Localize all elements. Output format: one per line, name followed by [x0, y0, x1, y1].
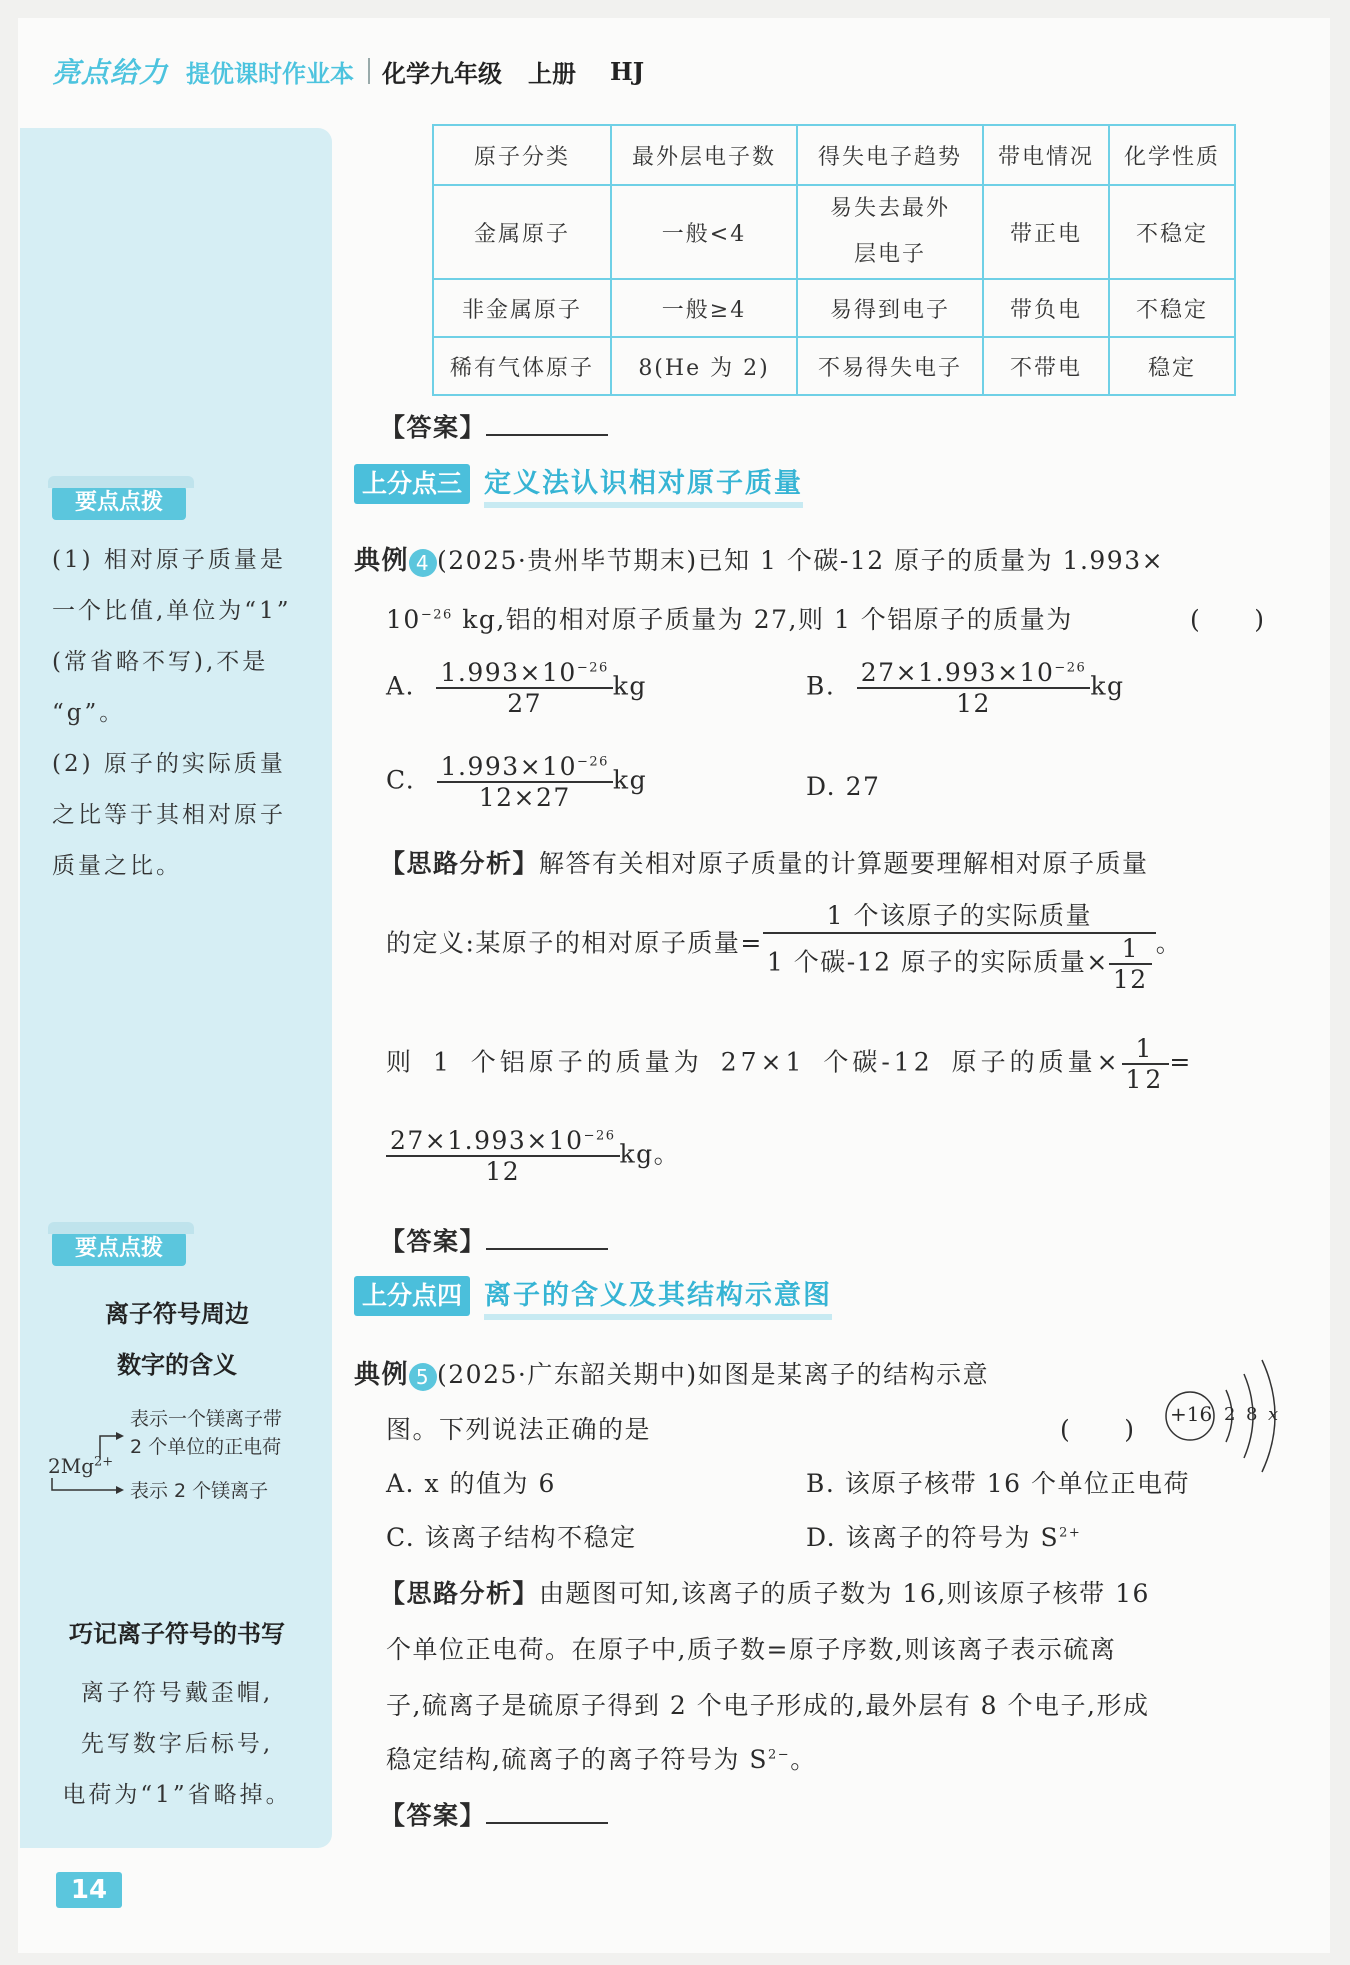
answer-3: [380, 1796, 608, 1832]
table-cell: 易得到电子: [797, 279, 983, 337]
table-cell: 带正电: [983, 185, 1109, 279]
one-twelfth: [1122, 1034, 1170, 1094]
tip1-line: (常省略不写),不是: [52, 649, 269, 675]
arrow-lines: [44, 1396, 134, 1506]
example4-analysis-4: [386, 1126, 680, 1186]
example5-line1: [354, 1354, 989, 1391]
example-number: 4: [409, 549, 437, 577]
table-cell: 稳定: [1109, 337, 1235, 395]
numerator-text: 1.993×10: [440, 658, 577, 687]
tip2-title-2: 数字的含义: [117, 1351, 237, 1379]
tip1-text: [52, 535, 324, 892]
tip-tag-1: 要点点拨: [52, 486, 186, 520]
table-cell: 易失去最外层电子: [797, 185, 983, 279]
option-A-unit: kg: [612, 671, 647, 701]
ex5-option-B[interactable]: B. 该原子核带 16 个单位正电荷: [806, 1469, 1190, 1498]
table-cell: 非金属原子: [433, 279, 611, 337]
option-B-label: B.: [806, 671, 836, 701]
table-cell: 一般≥4: [611, 279, 797, 337]
example5-line2: 图。下列说法正确的是: [386, 1415, 652, 1444]
table-header-cell: 最外层电子数: [611, 125, 797, 185]
memo-text: [22, 1668, 332, 1821]
analysis-text: 则 1 个铝原子的质量为 27×1 个碳-12 原子的质量×: [386, 1047, 1122, 1077]
page-header: [52, 46, 644, 96]
fraction-numerator: 1 个该原子的实际质量: [763, 896, 1156, 934]
example4-line2: [386, 600, 1073, 636]
fraction-numerator: [857, 658, 1091, 689]
option-D-text: 27: [845, 772, 881, 801]
atom-classification-table: [432, 124, 1236, 396]
numerator-exp: −26: [576, 754, 609, 770]
fraction-numerator: 1: [1122, 1034, 1170, 1065]
shell-3-electrons: x: [1268, 1404, 1279, 1425]
edition-label: HJ: [610, 56, 645, 86]
option-C-fraction: [437, 752, 613, 812]
analysis-label: 【思路分析】: [380, 849, 540, 878]
table-cell: 不带电: [983, 337, 1109, 395]
mg-symbol-charge: 2+: [94, 1454, 114, 1470]
example4-analysis-3: [386, 1034, 1194, 1094]
table-cell: 一般<4: [611, 185, 797, 279]
example-label: 典例: [354, 546, 410, 576]
analysis-text: 的定义:某原子的相对原子质量=: [386, 928, 763, 958]
example4-exp: −26: [420, 607, 453, 623]
analysis-text: 解答有关相对原子质量的计算题要理解相对原子质量: [539, 849, 1149, 878]
table-header-cell: 原子分类: [433, 125, 611, 185]
numerator-exp: −26: [576, 660, 609, 676]
example5-text-1: (2025·广东韶关期中)如图是某离子的结构示意: [437, 1360, 990, 1389]
answer-2: [380, 1222, 608, 1258]
tip1-line: “g”。: [52, 700, 126, 726]
tip1-line: 一个比值,单位为“1”: [52, 598, 292, 624]
analysis-label: 【思路分析】: [380, 1579, 540, 1608]
table-cell: 8(He 为 2): [611, 337, 797, 395]
example4-analysis-2: [386, 896, 1182, 994]
example4-text-2b: kg,铝的相对原子质量为 27,则 1 个铝原子的质量为: [452, 605, 1073, 634]
sidebar: [20, 128, 332, 1848]
brand-logo: 亮点给力: [52, 56, 169, 89]
ion-charge: 2−: [768, 1747, 791, 1763]
tip2-note-2: 2 个单位的正电荷: [130, 1436, 282, 1458]
table-header-cell: 得失电子趋势: [797, 125, 983, 185]
analysis-end: =: [1169, 1047, 1195, 1077]
denominator-text: 1 个碳-12 原子的实际质量×: [766, 947, 1109, 977]
nucleus-charge: +16: [1170, 1402, 1213, 1426]
table-row: [433, 337, 1235, 395]
fraction-numerator: [386, 1126, 620, 1157]
option-D-label: D.: [806, 772, 837, 801]
memo-line: 离子符号戴歪帽,: [80, 1680, 274, 1706]
section-4-tag: 上分点四: [354, 1276, 470, 1316]
answer-blank[interactable]: [486, 1224, 608, 1250]
fraction-denominator: 12: [485, 1157, 521, 1186]
example4-paren: ( ): [1190, 605, 1266, 634]
option-C[interactable]: [386, 752, 647, 812]
ex5-option-D[interactable]: [806, 1518, 1081, 1554]
example4-analysis-1: [380, 844, 1149, 880]
fraction-denominator: 12×27: [478, 783, 571, 812]
one-twelfth: [1109, 934, 1152, 994]
analysis-end: 。: [790, 1745, 817, 1774]
option-D-text: D. 该离子的符号为 S: [806, 1523, 1060, 1552]
table-cell: 不易得失电子: [797, 337, 983, 395]
example4-text-2a: 10: [386, 605, 421, 634]
answer-1: [380, 408, 608, 444]
tip1-line: 质量之比。: [52, 853, 182, 879]
numerator-text: 27×1.993×10: [390, 1126, 584, 1155]
result-fraction: [386, 1126, 620, 1186]
series-title: 提优课时作业本: [186, 59, 355, 88]
analysis-unit: kg。: [619, 1139, 681, 1169]
fraction-denominator: 12: [1112, 965, 1148, 994]
answer-blank[interactable]: [486, 1798, 608, 1824]
analysis-end: 。: [1155, 928, 1183, 958]
answer-label: 【答案】: [380, 413, 487, 442]
option-C-label: C.: [386, 765, 416, 795]
example5-analysis-4: [386, 1740, 817, 1776]
example5-analysis-3: 子,硫离子是硫原子得到 2 个电子形成的,最外层有 8 个电子,形成: [386, 1691, 1150, 1720]
example4-text-1: (2025·贵州毕节期末)已知 1 个碳-12 原子的质量为 1.993×: [437, 546, 1165, 575]
table-row: [433, 279, 1235, 337]
table-cell: 不稳定: [1109, 185, 1235, 279]
example5-analysis-1: [380, 1574, 1150, 1610]
section-3-title: 定义法认识相对原子质量: [484, 461, 803, 508]
fraction-denominator: 27: [507, 689, 543, 718]
numerator-exp: −26: [1054, 660, 1087, 676]
tip1-line: (1) 相对原子质量是: [52, 547, 286, 573]
example5-analysis-2: 个单位正电荷。在原子中,质子数=原子序数,则该离子表示硫离: [386, 1635, 1117, 1664]
section-3-heading: [354, 464, 803, 504]
numerator-exp: −26: [583, 1128, 616, 1144]
option-B-unit: kg: [1090, 671, 1125, 701]
option-B[interactable]: [806, 658, 1124, 718]
ion-structure-diagram: [1160, 1350, 1300, 1480]
option-B-fraction: [857, 658, 1091, 718]
memo-title: 巧记离子符号的书写: [69, 1620, 285, 1648]
header-divider: [368, 58, 370, 84]
shell-1-electrons: 2: [1224, 1404, 1236, 1425]
answer-label: 【答案】: [380, 1227, 487, 1256]
fraction-numerator: [436, 658, 612, 689]
memo-line: 电荷为“1”省略掉。: [62, 1782, 292, 1808]
tip1-line: (2) 原子的实际质量: [52, 751, 286, 777]
tip-tag-2: 要点点拨: [52, 1232, 186, 1266]
tip2-note-1: 表示一个镁离子带: [130, 1408, 283, 1430]
analysis-text: 稳定结构,硫离子的离子符号为 S: [386, 1745, 769, 1774]
example4-line1: [354, 540, 1164, 577]
table-cell: 稀有气体原子: [433, 337, 611, 395]
fraction-numerator: 1: [1109, 934, 1152, 965]
example5-paren: ( ): [1060, 1415, 1136, 1444]
table-cell: 金属原子: [433, 185, 611, 279]
option-A-fraction: [436, 658, 612, 718]
table-cell: 不稳定: [1109, 279, 1235, 337]
example-label: 典例: [354, 1360, 410, 1390]
option-D-charge: 2+: [1059, 1525, 1082, 1541]
volume-label: 上册: [528, 59, 577, 88]
shell-2-electrons: 8: [1246, 1404, 1258, 1425]
analysis-text: 由题图可知,该离子的质子数为 16,则该原子核带 16: [539, 1579, 1150, 1608]
numerator-text: 27×1.993×10: [860, 658, 1055, 687]
section-4-title: 离子的含义及其结构示意图: [484, 1273, 832, 1320]
subject-title: 化学九年级: [382, 59, 503, 88]
ex5-option-A[interactable]: A. x 的值为 6: [386, 1469, 556, 1498]
ion-symbol-diagram: [44, 1396, 334, 1506]
table-header-row: [433, 125, 1235, 185]
example-number: 5: [409, 1363, 437, 1391]
page-number: 14: [56, 1872, 122, 1908]
section-3-tag: 上分点三: [354, 464, 470, 504]
table-row: [433, 185, 1235, 279]
relative-mass-fraction: [763, 896, 1156, 994]
option-D[interactable]: [806, 772, 880, 801]
tip2-title-1: 离子符号周边: [105, 1300, 249, 1328]
option-C-unit: kg: [612, 765, 648, 795]
numerator-text: 1.993×10: [440, 752, 577, 781]
table-header-cell: 化学性质: [1109, 125, 1235, 185]
table-cell: 带负电: [983, 279, 1109, 337]
fraction-numerator: [437, 752, 613, 783]
memo-line: 先写数字后标号,: [80, 1731, 274, 1757]
answer-blank[interactable]: [486, 410, 608, 436]
mg-symbol-text: 2Mg: [48, 1454, 95, 1478]
ex5-option-C[interactable]: C. 该离子结构不稳定: [386, 1523, 637, 1552]
section-4-heading: [354, 1276, 832, 1316]
table-header-cell: 带电情况: [983, 125, 1109, 185]
fraction-denominator: [763, 934, 1156, 994]
tip1-line: 之比等于其相对原子: [52, 802, 286, 828]
answer-label: 【答案】: [380, 1801, 487, 1830]
tip2-note-3: 表示 2 个镁离子: [130, 1480, 269, 1502]
option-A[interactable]: [386, 658, 647, 718]
fraction-denominator: 12: [956, 689, 991, 718]
option-A-label: A.: [386, 671, 416, 701]
fraction-denominator: 12: [1125, 1065, 1166, 1094]
